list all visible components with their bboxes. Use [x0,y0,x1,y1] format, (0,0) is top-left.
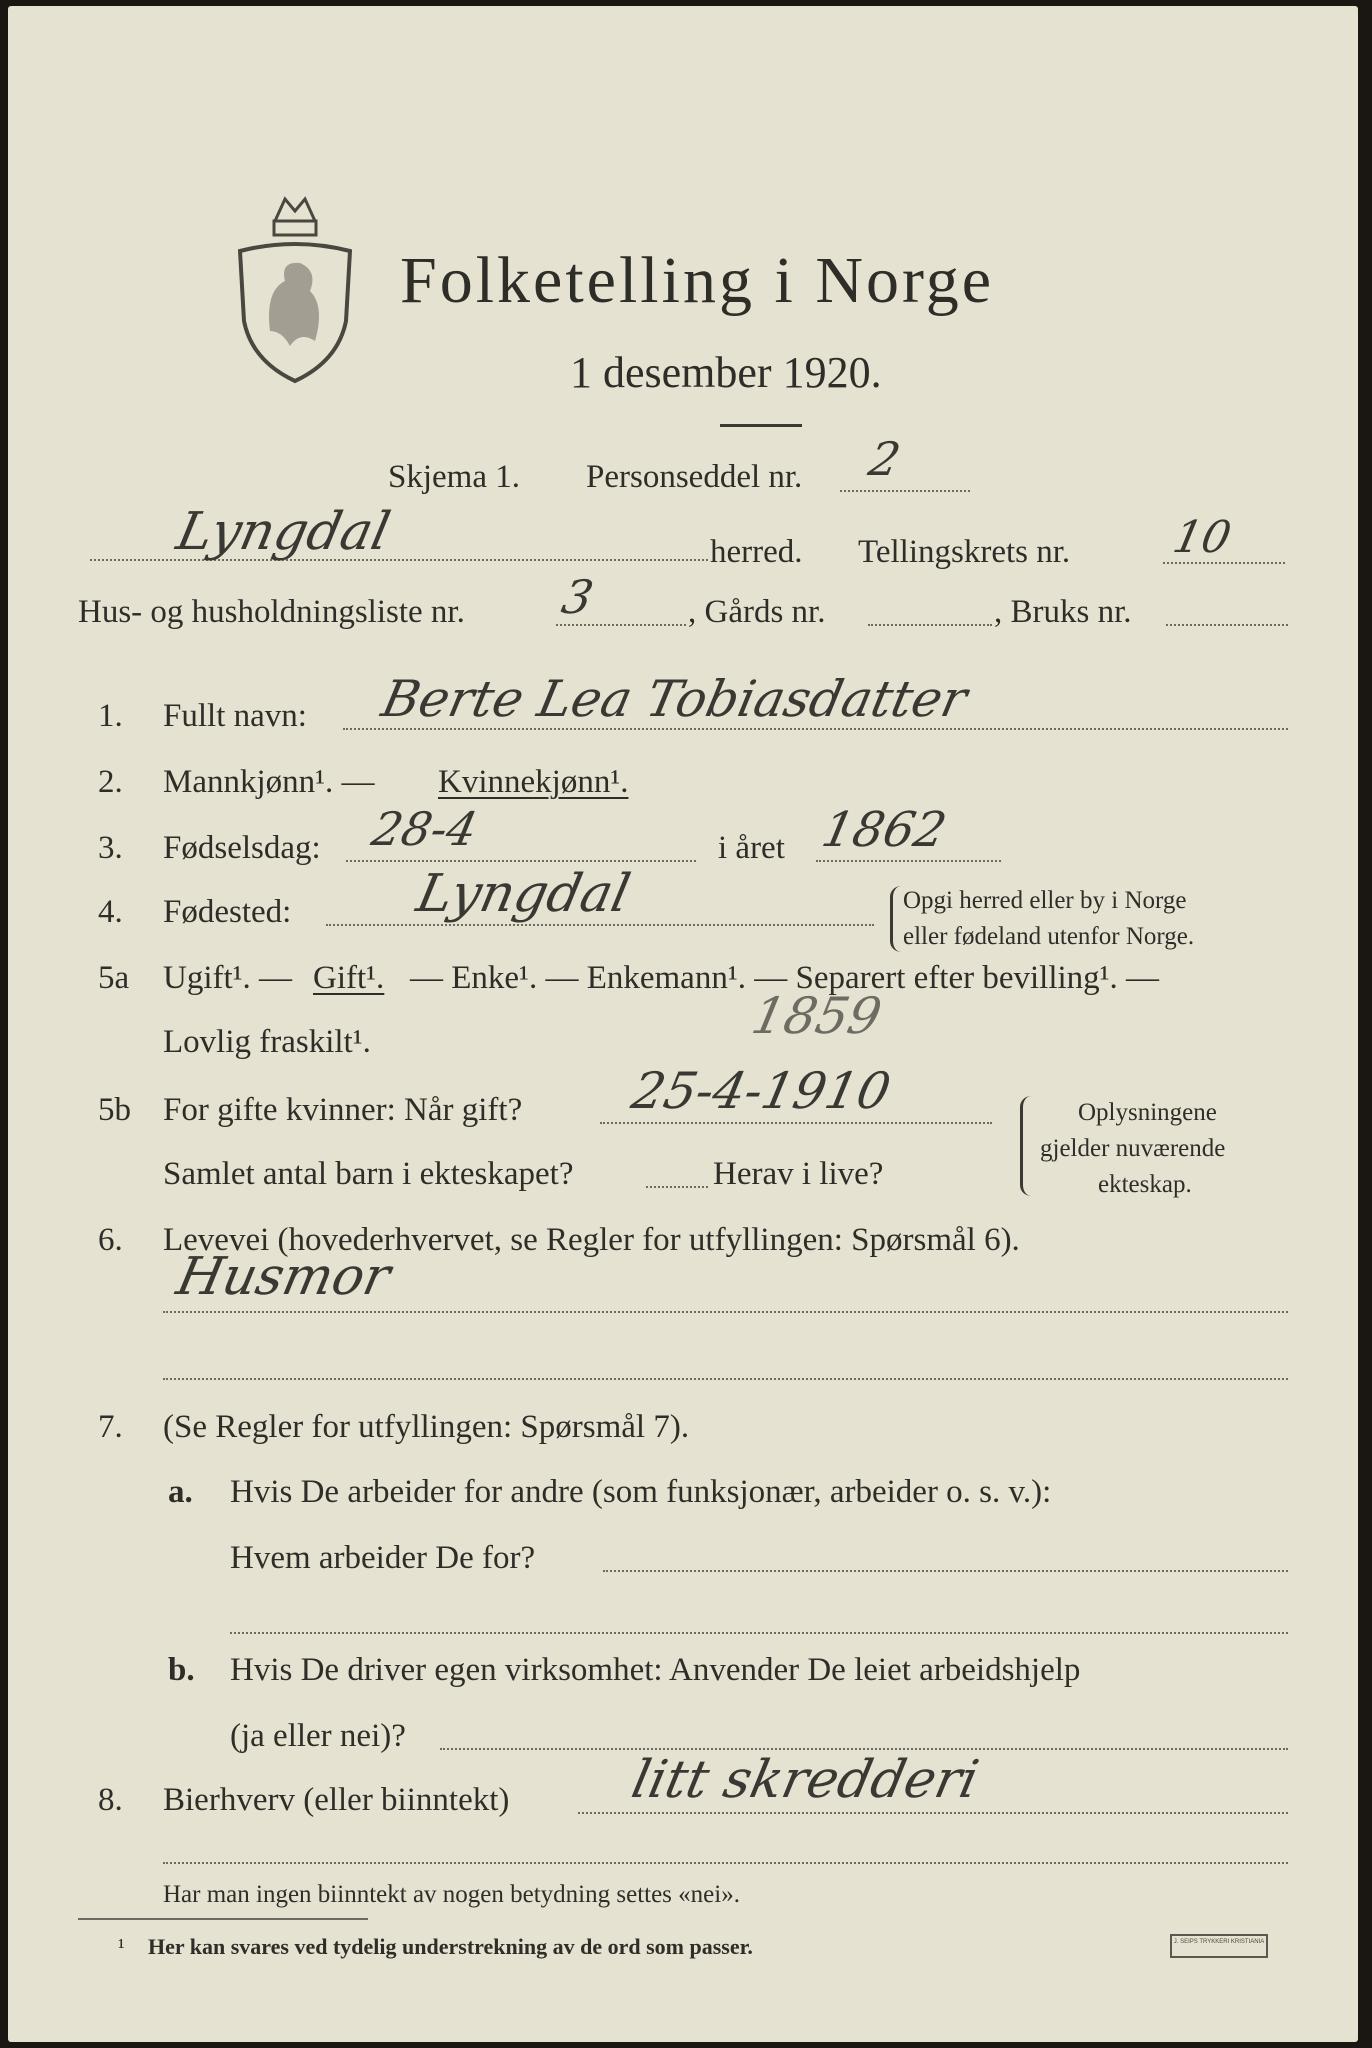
q7a-line-extra [230,1632,1288,1634]
form-date: 1 desember 1920. [570,348,882,397]
q1-line [343,728,1288,730]
footnote-divider [78,1918,368,1920]
q8-line-extra [163,1862,1288,1864]
q5a-rest: — Enke¹. — Enkemann¹. — Separert efter bevilling¹. — [410,960,1160,996]
q3-value: 28-4 [367,802,483,856]
census-form-paper [8,6,1358,2042]
q5b-note-line2: gjelder nuværende [1040,1135,1226,1162]
q3-year-line [816,860,1001,862]
q8-label: Bierhverv (eller biinntekt) [163,1782,510,1818]
q5b-note-brace [1020,1096,1031,1196]
footnote-mark: ¹ [118,1934,125,1959]
q8-line [578,1812,1288,1814]
q5b-line [600,1122,992,1124]
q5a-ugift: Ugift¹. — [163,960,293,996]
personseddel-line [840,490,970,492]
husliste-label: Hus- og husholdningsliste nr. [78,594,465,630]
q6-label: Levevei (hovederhvervet, se Regler for utfyllingen: Spørsmål 6). [163,1222,1020,1258]
printer-stamp [1170,1934,1268,1958]
q4-number: 4. [98,894,123,930]
q7a-line2: Hvem arbeider De for? [230,1540,536,1576]
q4-note-line1: Opgi herred eller by i Norge [903,887,1187,914]
tellingskrets-value: 10 [1168,512,1236,563]
herred-label: herred. [710,534,803,570]
form-title: Folketelling i Norge [400,244,995,317]
title-divider [720,424,802,427]
q5b-barn-line [646,1186,708,1188]
q5a-line2: Lovlig fraskilt¹. [163,1024,371,1060]
q4-note-brace [890,886,901,952]
gards-label: , Gårds nr. [688,594,826,630]
q4-value: Lyngdal [411,864,636,924]
q5a-gift: Gift¹. [313,960,385,996]
husliste-value: 3 [557,570,599,624]
q5b-number: 5b [98,1092,131,1128]
q1-number: 1. [98,698,123,734]
personseddel-value: 2 [864,432,906,486]
q3-year-label: i året [718,830,785,866]
q7b-line1: Hvis De driver egen virksomhet: Anvender De leiet arbeidshjelp [230,1652,1081,1688]
q3-label: Fødselsdag: [163,830,321,866]
gards-line [868,624,992,626]
coat-of-arms-icon [230,181,360,391]
q6-value: Husmor [171,1247,396,1307]
q3-number: 3. [98,830,123,866]
q7-number: 7. [98,1409,123,1445]
herred-value: Lyngdal [171,502,396,562]
q6-number: 6. [98,1222,123,1258]
tellingskrets-label: Tellingskrets nr. [858,534,1071,570]
skjema-label: Skjema 1. [388,459,520,495]
q6-line1 [163,1311,1288,1313]
husliste-line [556,624,686,626]
q7b-letter: b. [168,1652,195,1688]
q5b-line2: Samlet antal barn i ekteskapet? [163,1156,574,1192]
q5a-handwritten-year: 1859 [746,987,887,1045]
q5b-label: For gifte kvinner: Når gift? [163,1092,523,1128]
q4-label: Fødested: [163,894,292,930]
q6-line2 [163,1378,1288,1380]
q2-number: 2. [98,764,123,800]
personseddel-label: Personseddel nr. [586,459,803,495]
q3-line [346,860,696,862]
biinntekt-note: Har man ingen biinntekt av nogen betydning settes «nei». [163,1881,740,1908]
q1-value: Berte Lea Tobiasdatter [376,670,973,728]
q4-line [326,924,874,926]
q5b-value: 25-4-1910 [626,1062,896,1120]
bruks-label: , Bruks nr. [994,594,1132,630]
q4-note-line2: eller fødeland utenfor Norge. [903,923,1195,950]
q7-label: (Se Regler for utfyllingen: Spørsmål 7). [163,1409,690,1445]
q7a-line [603,1570,1288,1572]
q2-male: Mannkjønn¹. — [163,764,375,800]
q1-label: Fullt navn: [163,698,307,734]
q7a-line1: Hvis De arbeider for andre (som funksjonær, arbeider o. s. v.): [230,1474,1052,1510]
q2-female: Kvinnekjønn¹. [438,764,629,800]
q5b-note-line3: ekteskap. [1098,1171,1192,1198]
printer-stamp-text: J. SEIPS TRYKKERI KRISTIANIA [1173,1939,1265,1945]
q5b-live-label: Herav i live? [713,1156,884,1192]
bruks-line [1166,624,1288,626]
footnote-text: Her kan svares ved tydelig understrekning av de ord som passer. [148,1934,753,1959]
q5a-number: 5a [98,960,130,996]
q5b-note-line1: Oplysningene [1078,1099,1217,1126]
q7b-line2: (ja eller nei)? [230,1718,406,1754]
q8-number: 8. [98,1782,123,1818]
q8-value: litt skredderi [626,1750,984,1810]
q3-year-value: 1862 [817,802,952,858]
q7a-letter: a. [168,1474,193,1510]
